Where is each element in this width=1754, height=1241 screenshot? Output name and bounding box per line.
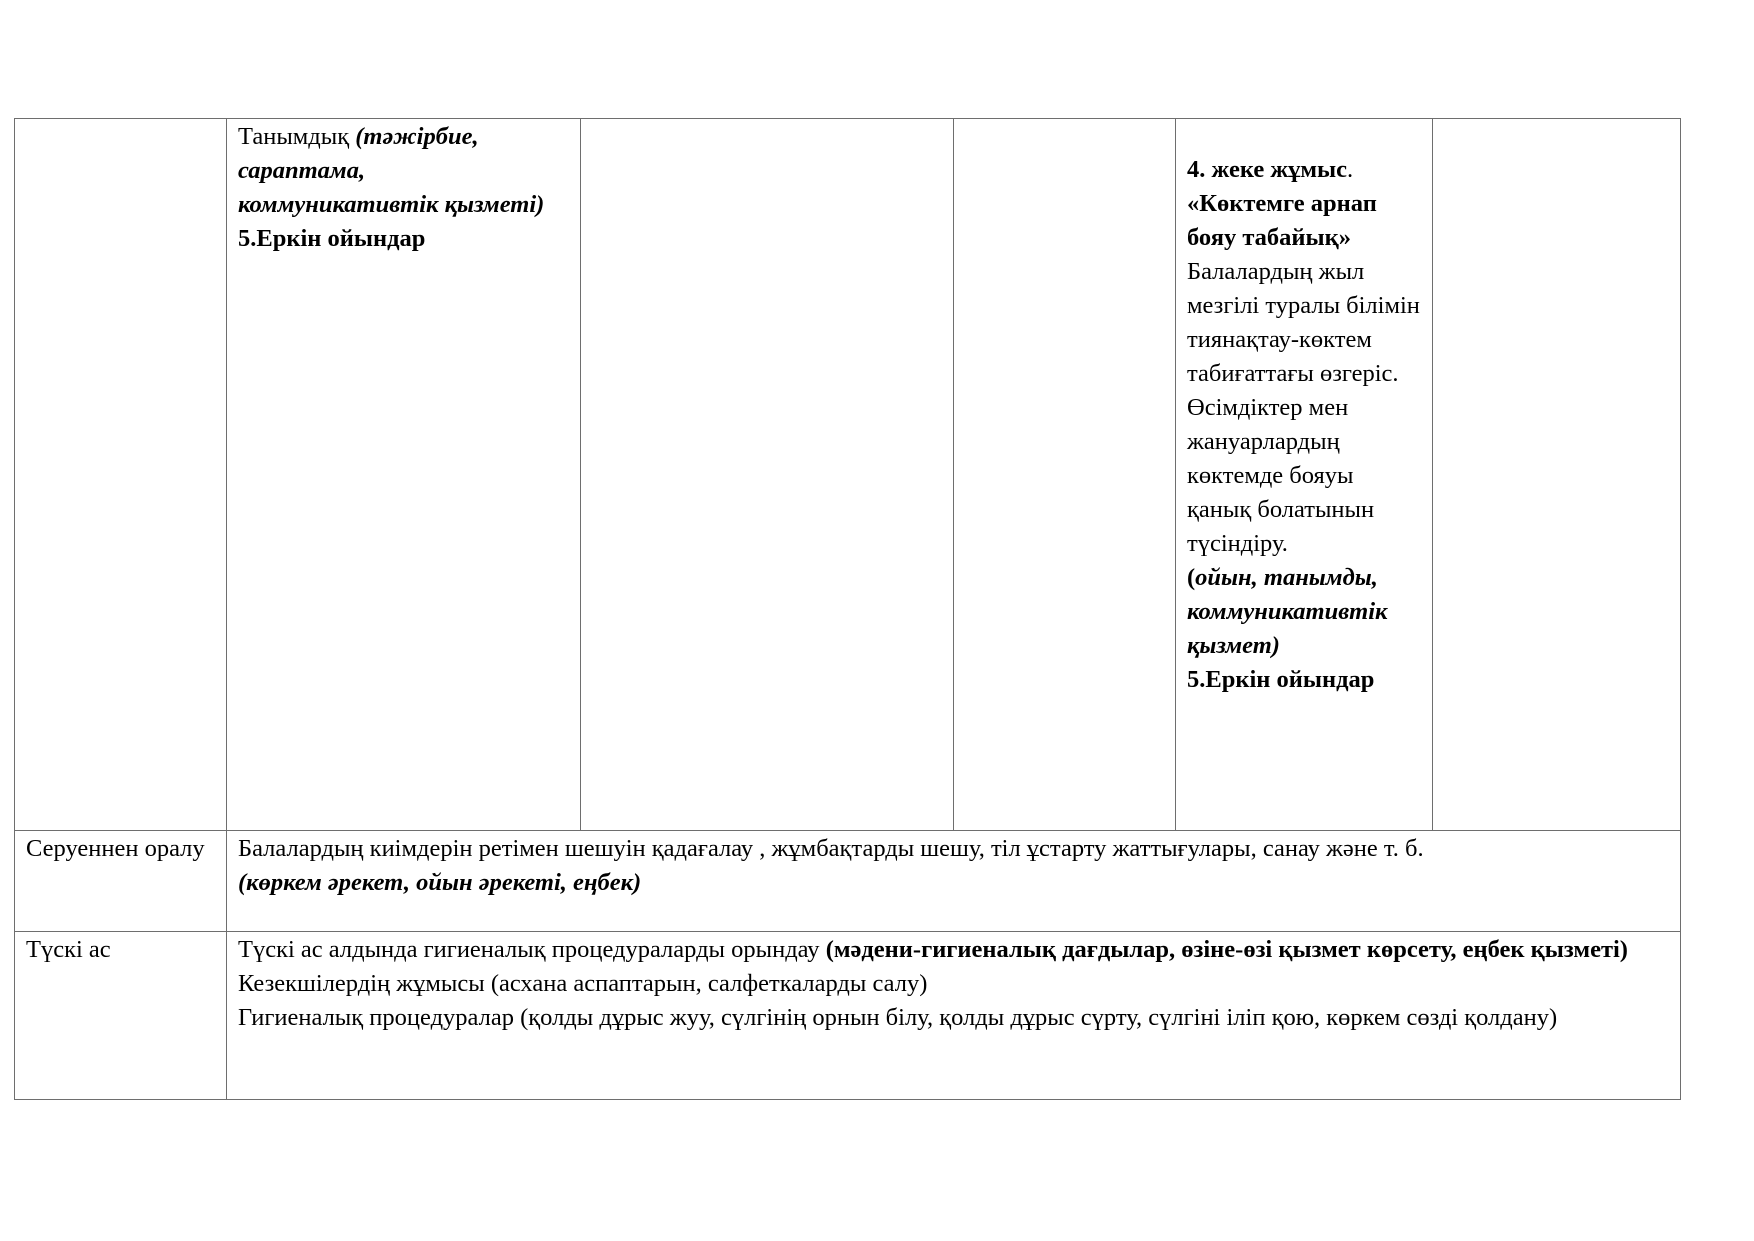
activity-types: ойын, танымды, коммуникативтік қызмет) xyxy=(1187,564,1388,659)
individual-work-body: Балалардың жыл мезгілі туралы білімін тиянақтау-көктем табиғаттағы өзгеріс. Өсімдіктер мен жануарлардың көктемде бояуы қанық болатынын түсіндіру. xyxy=(1187,258,1420,557)
lunch-line-3: Гигиеналық процедуралар (қолды дұрыс жуу, сүлгінің орнын білу, қолды дұрыс сүрту, сүлгіні іліп қою, көркем сөзді қолдану) xyxy=(238,1004,1558,1031)
row-label-cell-empty xyxy=(15,119,227,831)
individual-work-heading: 4. жеке жұмыс xyxy=(1187,156,1348,183)
paren-open: ( xyxy=(1187,564,1196,591)
empty-cell xyxy=(581,119,954,831)
empty-cell xyxy=(954,119,1176,831)
cognitive-activity: (тәжірбие, сараптама, коммуникативтік қызметі) xyxy=(238,123,545,218)
free-games-item: 5.Еркін ойындар xyxy=(1187,666,1375,693)
row-label-lunch: Түскі ас xyxy=(15,932,227,1100)
empty-cell xyxy=(1433,119,1681,831)
individual-work-activity xyxy=(1187,561,1422,663)
individual-work-title: «Көктемге арнап бояу табайық» xyxy=(1187,190,1377,251)
cell-individual-work xyxy=(1176,119,1433,831)
row-label-return: Серуеннен оралу xyxy=(15,831,227,932)
return-activity: (көркем әрекет, ойын әрекеті, еңбек) xyxy=(238,869,642,896)
table-row xyxy=(15,932,1681,1100)
cell-cognitive xyxy=(227,119,581,831)
cognitive-label: Танымдық xyxy=(238,123,356,150)
return-text: Балалардың киімдерін ретімен шешуін қадағалау , жұмбақтарды шешу, тіл ұстарту жаттығулары, санау және т. б. xyxy=(238,835,1424,862)
heading-dot: . xyxy=(1347,156,1354,183)
lunch-line-2: Кезекшілердің жұмысы (асхана аспаптарын, салфеткаларды салу) xyxy=(238,970,928,997)
daily-plan-table xyxy=(14,118,1681,1100)
cell-lunch-content xyxy=(227,932,1681,1100)
free-games-item: 5.Еркін ойындар xyxy=(238,225,426,252)
lunch-line-1 xyxy=(238,933,1670,967)
cell-return-content xyxy=(227,831,1681,932)
table-row xyxy=(15,119,1681,831)
lunch-line-1-plain: Түскі ас алдында гигиеналық процедураларды орындау xyxy=(238,936,826,963)
lunch-line-1-bold: (мәдени-гигиеналық дағдылар, өзіне-өзі қызмет көрсету, еңбек қызметі) xyxy=(825,936,1628,963)
table-row xyxy=(15,831,1681,932)
